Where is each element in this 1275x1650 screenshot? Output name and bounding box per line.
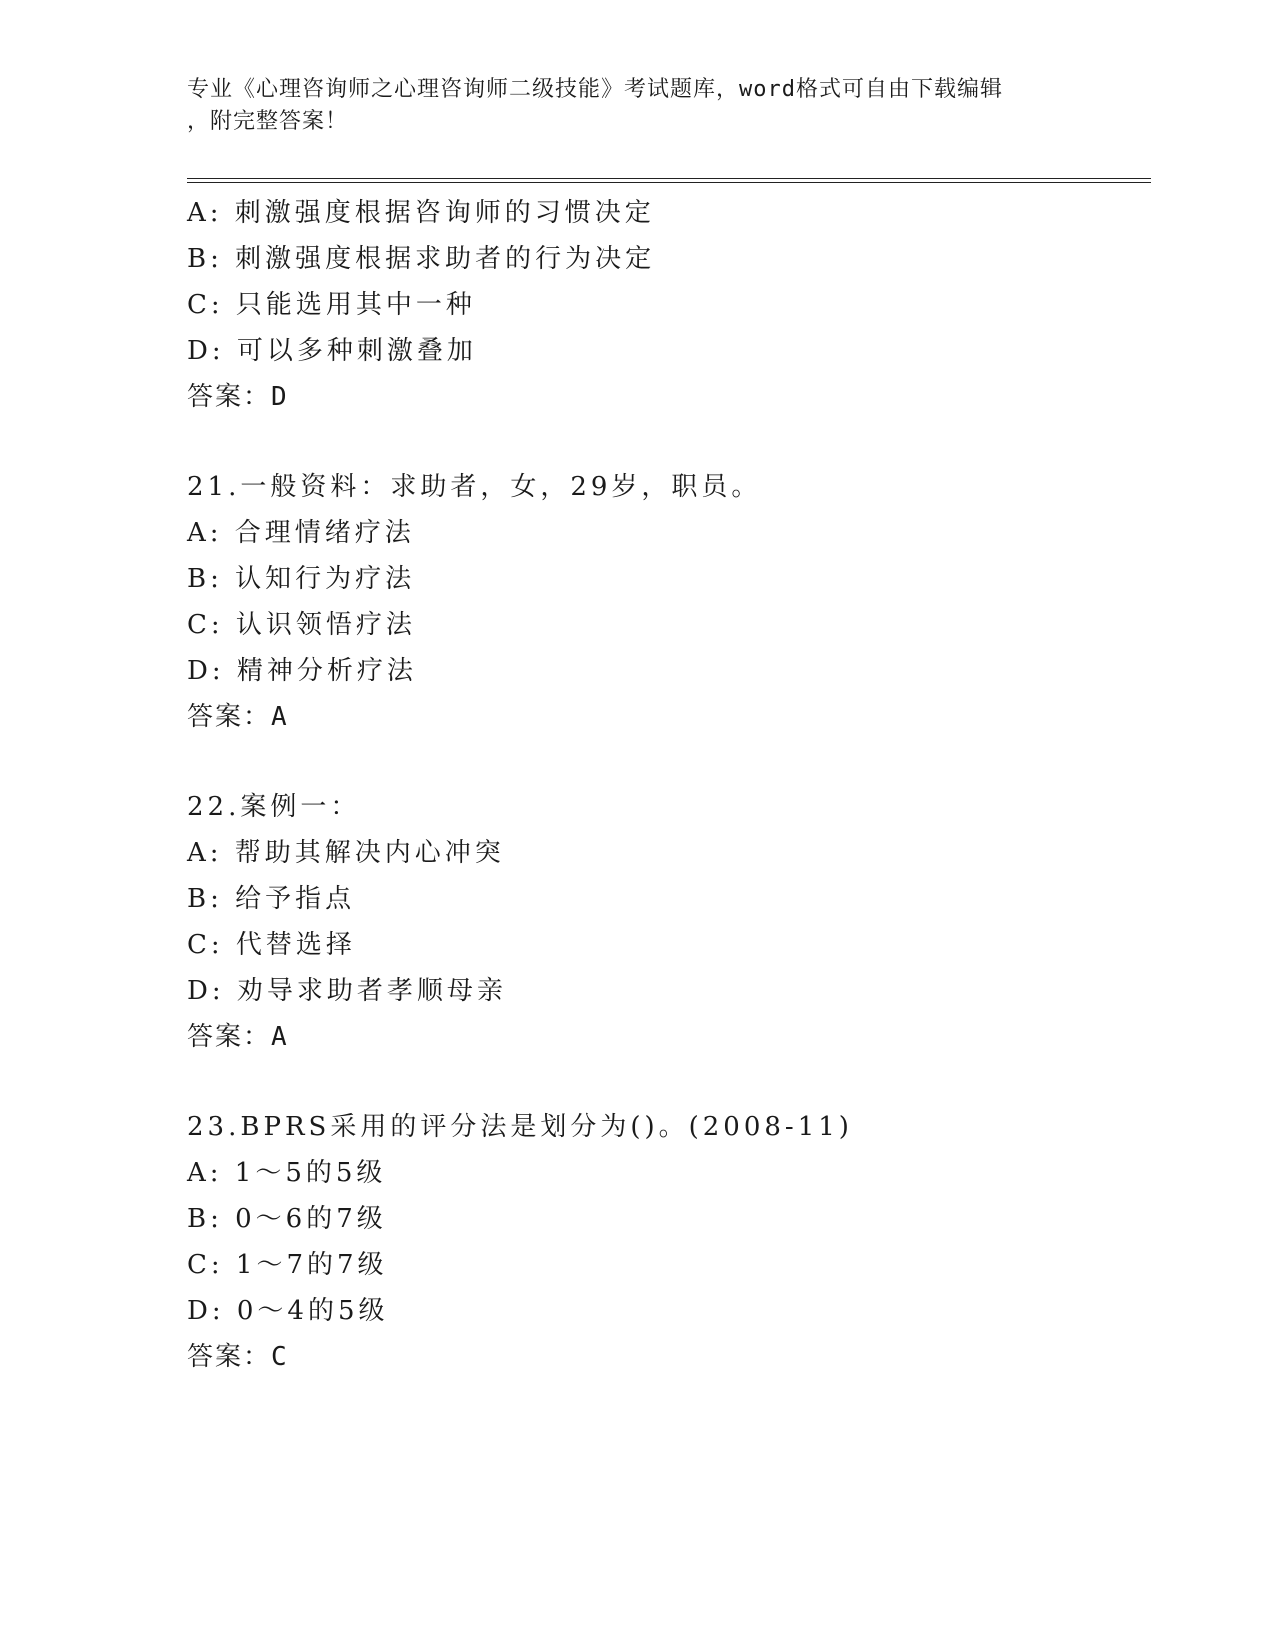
option-a: A: 帮助其解决内心冲突: [187, 838, 505, 868]
option-b: B: 给予指点: [187, 884, 356, 914]
option-a: A: 合理情绪疗法: [187, 518, 415, 548]
option-c: C: 1～7的7级: [187, 1250, 388, 1280]
question-block-22: [187, 784, 1151, 1060]
spacer: [187, 1060, 1151, 1104]
question-list: [187, 190, 1151, 1380]
header-line-2: ，附完整答案！: [187, 109, 349, 134]
answer-line: 答案：A: [187, 702, 289, 732]
question-text: 23.BPRS采用的评分法是划分为()。(2008-11): [187, 1112, 853, 1142]
header-divider: [187, 178, 1151, 183]
question-block-21: [187, 464, 1151, 740]
question-block-23: [187, 1104, 1151, 1380]
answer-line: 答案：A: [187, 1022, 289, 1052]
question-text: 22.案例一：: [187, 792, 361, 822]
option-c: C: 只能选用其中一种: [187, 290, 476, 320]
option-d: D: 0～4的5级: [187, 1296, 389, 1326]
header-line-1: 专业《心理咨询师之心理咨询师二级技能》考试题库，word格式可自由下载编辑: [187, 77, 1003, 102]
option-d: D: 可以多种刺激叠加: [187, 336, 477, 366]
document-header: [187, 74, 1087, 138]
question-text: 21.一般资料：求助者，女，29岁，职员。: [187, 472, 762, 502]
option-d: D: 精神分析疗法: [187, 656, 417, 686]
option-a: A: 刺激强度根据咨询师的习惯决定: [187, 198, 655, 228]
spacer: [187, 740, 1151, 784]
option-a: A: 1～5的5级: [187, 1158, 387, 1188]
option-b: B: 刺激强度根据求助者的行为决定: [187, 244, 656, 274]
option-c: C: 认识领悟疗法: [187, 610, 416, 640]
answer-line: 答案：C: [187, 1342, 289, 1372]
answer-line: 答案：D: [187, 382, 289, 412]
spacer: [187, 420, 1151, 464]
option-c: C: 代替选择: [187, 930, 356, 960]
option-d: D: 劝导求助者孝顺母亲: [187, 976, 507, 1006]
option-b: B: 认知行为疗法: [187, 564, 416, 594]
question-block-20: [187, 190, 1151, 420]
option-b: B: 0～6的7级: [187, 1204, 387, 1234]
